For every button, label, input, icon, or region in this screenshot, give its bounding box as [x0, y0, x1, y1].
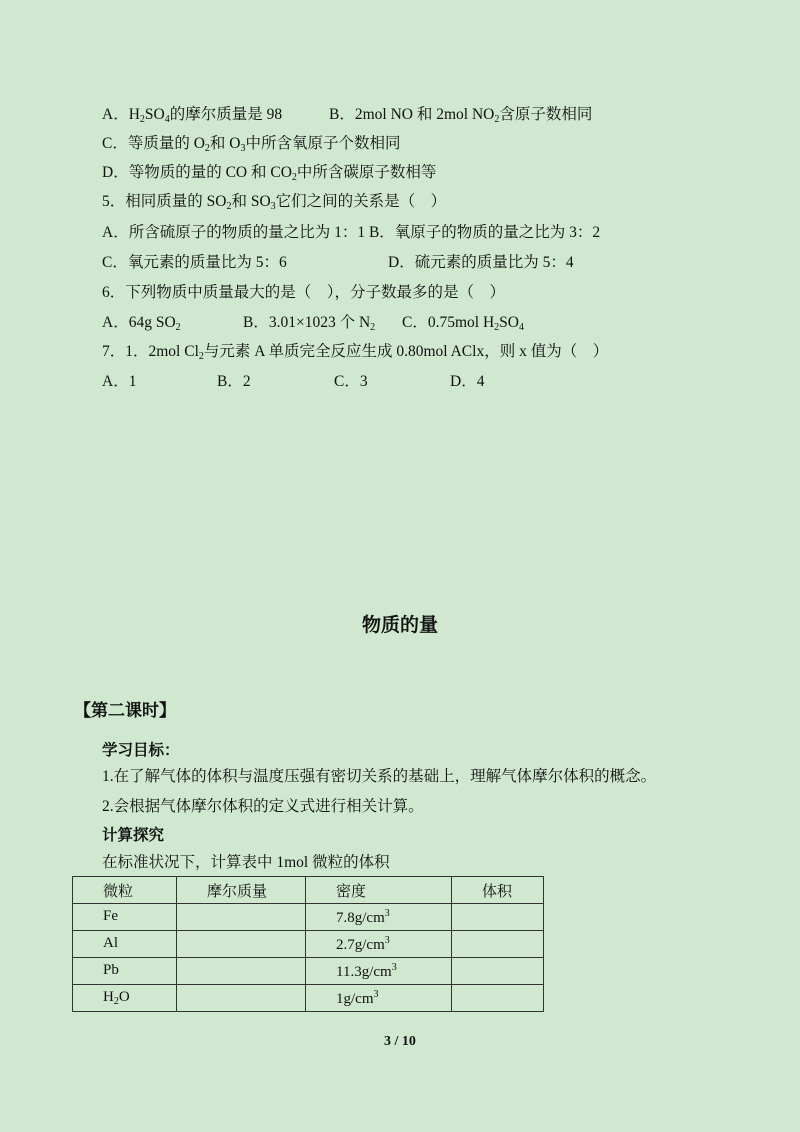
table-row: [73, 904, 544, 931]
particle-cell: Fe: [73, 904, 177, 931]
table-header-row: [73, 877, 544, 904]
q4-option-d: D．等物质的量的 CO 和 $CO_2$中所含碳原子数相等: [102, 164, 437, 183]
table-row: [73, 931, 544, 958]
q4-option-a: A．$H_2SO_4$的摩尔质量是 98: [102, 106, 283, 125]
objective-item-2: 2.会根据气体摩尔体积的定义式进行相关计算。: [102, 798, 424, 815]
objective-item-1: 1.在了解气体的体积与温度压强有密切关系的基础上，理解气体摩尔体积的概念。: [102, 768, 657, 785]
volume-cell: [452, 958, 544, 985]
molar-mass-cell: [177, 958, 306, 985]
particle-cell: $H_2O$: [73, 985, 177, 1012]
density-cell: $11.3g/cm^3$: [306, 958, 452, 985]
q5-option-d: D．硫元素的质量比为 5：4: [388, 254, 574, 271]
q5-options-ab: A．所含硫原子的物质的量之比为 1：1 B．氧原子的物质的量之比为 3：2: [102, 224, 601, 241]
header-particle: 微粒: [73, 877, 177, 904]
density-cell: $1g/cm^3$: [306, 985, 452, 1012]
particle-cell: Pb: [73, 958, 177, 985]
explore-intro: 在标准状况下，计算表中 1mol 微粒的体积: [102, 854, 390, 871]
q7-stem: 7．1．2mol $Cl_2$与元素 A 单质完全反应生成 0.80mol AClx，则 x 值为（ ）: [102, 343, 609, 362]
particle-cell: Al: [73, 931, 177, 958]
objectives-heading: 学习目标：: [102, 741, 180, 759]
molar-mass-cell: [177, 931, 306, 958]
density-cell: $7.8g/cm^3$: [306, 904, 452, 931]
table-row: [73, 985, 544, 1012]
q7-option-d: D．4: [450, 373, 485, 390]
q6-option-a: A．64g $SO_2$: [102, 314, 181, 333]
molar-mass-cell: [177, 904, 306, 931]
q6-option-b: B．3.01×1023 个 $N_2$: [243, 314, 376, 333]
q5-stem: 5．相同质量的 $SO_2$和 $SO_3$它们之间的关系是（ ）: [102, 193, 447, 212]
section-heading: 【第二课时】: [74, 701, 176, 721]
q6-option-c: C．0.75mol $H_2SO_4$: [402, 314, 524, 333]
q7-option-b: B．2: [217, 373, 251, 390]
page-number: 3 / 10: [384, 1034, 416, 1049]
volume-cell: [452, 985, 544, 1012]
table-row: [73, 958, 544, 985]
q4-option-b: B．2mol NO 和 2mol $NO_2$含原子数相同: [329, 106, 593, 125]
header-density: 密度: [306, 877, 452, 904]
volume-cell: [452, 904, 544, 931]
molar-mass-cell: [177, 985, 306, 1012]
header-volume: 体积: [452, 877, 544, 904]
density-cell: $2.7g/cm^3$: [306, 931, 452, 958]
q7-option-a: A．1: [102, 373, 137, 390]
page-title: 物质的量: [361, 614, 438, 636]
q7-option-c: C．3: [334, 373, 368, 390]
q5-option-c: C．氧元素的质量比为 5：6: [102, 254, 287, 271]
calculation-table: [72, 876, 544, 1012]
volume-cell: [452, 931, 544, 958]
q6-stem: 6．下列物质中质量最大的是（ ），分子数最多的是（ ）: [102, 284, 506, 301]
explore-heading: 计算探究: [102, 826, 165, 844]
header-molar-mass: 摩尔质量: [177, 877, 306, 904]
q4-option-c: C．等质量的 $O_2$和 $O_3$中所含氧原子个数相同: [102, 135, 401, 154]
